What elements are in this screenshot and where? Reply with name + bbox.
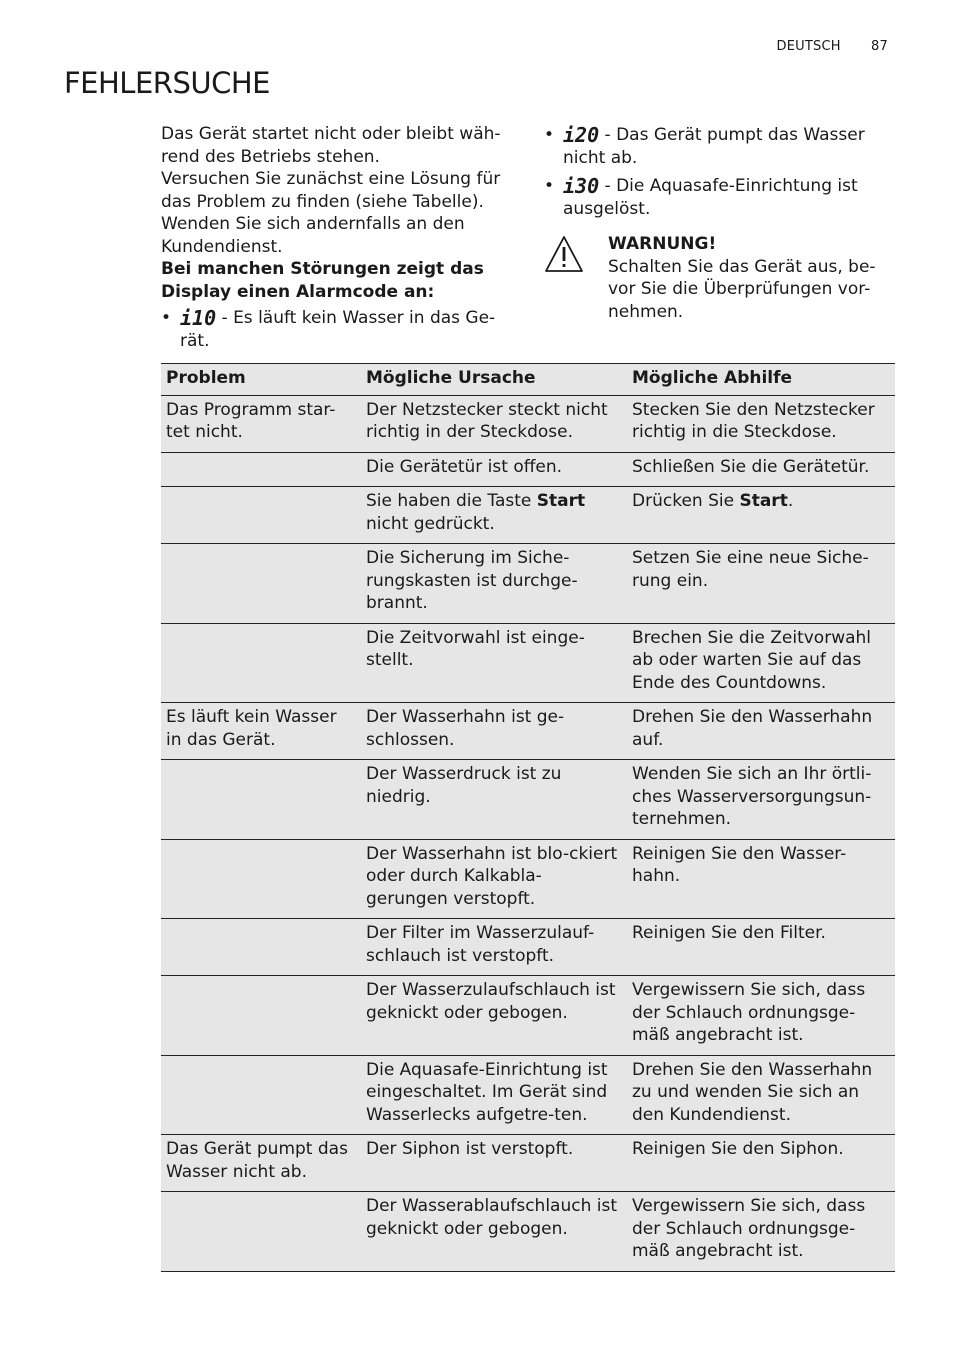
table-row (161, 1192, 895, 1272)
problem-cell (161, 452, 361, 487)
remedy-cell: Drücken Sie Start. (627, 487, 895, 544)
alarm-code-text: - Es läuft kein Wasser in das Ge-rät. (180, 308, 496, 351)
cause-cell: Der Wasserhahn ist ge-schlossen. (361, 703, 627, 760)
remedy-cell: Reinigen Sie den Filter. (627, 919, 895, 976)
problem-cell: Das Gerät pumpt das Wasser nicht ab. (161, 1135, 361, 1192)
alarm-code-item (544, 175, 894, 220)
table-row (161, 760, 895, 840)
problem-cell (161, 544, 361, 624)
bullet-icon: • (544, 125, 555, 145)
remedy-cell: Stecken Sie den Netzstecker richtig in die Steckdose. (627, 395, 895, 452)
alarm-code-item (544, 124, 894, 169)
alarm-intro: Bei manchen Störungen zeigt das Display einen Alarmcode an: (161, 259, 484, 302)
alarm-code: i30 (563, 174, 600, 198)
alarm-code-text: - Die Aquasafe-Einrichtung ist ausgelöst. (563, 176, 858, 219)
page-number: 87 (871, 39, 888, 54)
warning-title: WARNUNG! (608, 234, 717, 254)
remedy-cell: Reinigen Sie den Wasser-hahn. (627, 839, 895, 919)
remedy-cell: Drehen Sie den Wasserhahn auf. (627, 703, 895, 760)
problem-cell (161, 839, 361, 919)
cause-cell: Der Netzstecker steckt nicht richtig in der Steckdose. (361, 395, 627, 452)
table-row (161, 623, 895, 703)
warning-triangle-icon (544, 235, 584, 273)
remedy-cell: Vergewissern Sie sich, dass der Schlauch ordnungsge-mäß angebracht ist. (627, 976, 895, 1056)
table-row (161, 919, 895, 976)
problem-cell (161, 1055, 361, 1135)
cause-cell: Der Wasserzulaufschlauch ist geknickt oder gebogen. (361, 976, 627, 1056)
remedy-cell: Setzen Sie eine neue Siche-rung ein. (627, 544, 895, 624)
language-label: DEUTSCH (776, 39, 841, 54)
alarm-code: i10 (180, 306, 217, 330)
problem-cell (161, 487, 361, 544)
problem-cell (161, 976, 361, 1056)
remedy-cell: Schließen Sie die Gerätetür. (627, 452, 895, 487)
table-row (161, 1135, 895, 1192)
page-header (777, 39, 888, 54)
cause-cell: Die Aquasafe-Einrichtung ist eingeschaltet. Im Gerät sind Wasserlecks aufgetre-ten. (361, 1055, 627, 1135)
start-key-label: Start (739, 491, 788, 511)
table-row (161, 1055, 895, 1135)
table-row (161, 487, 895, 544)
remedy-cell: Reinigen Sie den Siphon. (627, 1135, 895, 1192)
troubleshooting-table (161, 363, 895, 1272)
table-header-row (161, 364, 895, 396)
table-row (161, 395, 895, 452)
column-header-remedy: Mögliche Abhilfe (627, 364, 895, 396)
start-key-label: Start (536, 491, 586, 511)
remedy-cell: Vergewissern Sie sich, dass der Schlauch ordnungsge-mäß angebracht ist. (627, 1192, 895, 1272)
bullet-icon: • (161, 308, 172, 328)
problem-cell (161, 760, 361, 840)
cause-cell: Sie haben die Taste Start nicht gedrückt. (361, 487, 627, 544)
intro-paragraph-2: Versuchen Sie zunächst eine Lösung für das Problem zu finden (siehe Tabelle). Wenden Sie sich andernfalls an den Kundendienst. (161, 169, 501, 257)
table-row (161, 452, 895, 487)
column-header-cause: Mögliche Ursache (361, 364, 627, 396)
warning-box (544, 233, 894, 323)
cause-cell: Die Zeitvorwahl ist einge-stellt. (361, 623, 627, 703)
intro-paragraph-1: Das Gerät startet nicht oder bleibt wäh-rend des Betriebs stehen. (161, 124, 501, 167)
cause-cell: Die Sicherung im Siche-rungskasten ist durchge-brannt. (361, 544, 627, 624)
table-row (161, 976, 895, 1056)
cause-cell: Der Wasserdruck ist zu niedrig. (361, 760, 627, 840)
column-header-problem: Problem (161, 364, 361, 396)
cause-cell: Der Wasserhahn ist blo-ckiert oder durch Kalkabla-gerungen verstopft. (361, 839, 627, 919)
problem-cell (161, 919, 361, 976)
page-title: FEHLERSUCHE (64, 66, 270, 100)
table-row (161, 544, 895, 624)
alarm-code-item (161, 307, 519, 352)
cause-cell: Die Gerätetür ist offen. (361, 452, 627, 487)
bullet-icon: • (544, 176, 555, 196)
problem-cell: Das Programm star-tet nicht. (161, 395, 361, 452)
alarm-code-text: - Das Gerät pumpt das Wasser nicht ab. (563, 125, 865, 168)
remedy-cell: Wenden Sie sich an Ihr örtli-ches Wasserversorgungsun-ternehmen. (627, 760, 895, 840)
problem-cell (161, 623, 361, 703)
alarm-code: i20 (563, 123, 600, 147)
table-row (161, 839, 895, 919)
cause-cell: Der Wasserablaufschlauch ist geknickt oder gebogen. (361, 1192, 627, 1272)
warning-text: Schalten Sie das Gerät aus, be-vor Sie die Überprüfungen vor-nehmen. (608, 256, 876, 322)
remedy-cell: Brechen Sie die Zeitvorwahl ab oder warten Sie auf das Ende des Countdowns. (627, 623, 895, 703)
alarm-codes-column (544, 124, 894, 226)
problem-cell: Es läuft kein Wasser in das Gerät. (161, 703, 361, 760)
intro-column (161, 123, 519, 352)
cause-cell: Der Filter im Wasserzulauf-schlauch ist verstopft. (361, 919, 627, 976)
cause-cell: Der Siphon ist verstopft. (361, 1135, 627, 1192)
remedy-cell: Drehen Sie den Wasserhahn zu und wenden Sie sich an den Kundendienst. (627, 1055, 895, 1135)
table-row (161, 703, 895, 760)
problem-cell (161, 1192, 361, 1272)
